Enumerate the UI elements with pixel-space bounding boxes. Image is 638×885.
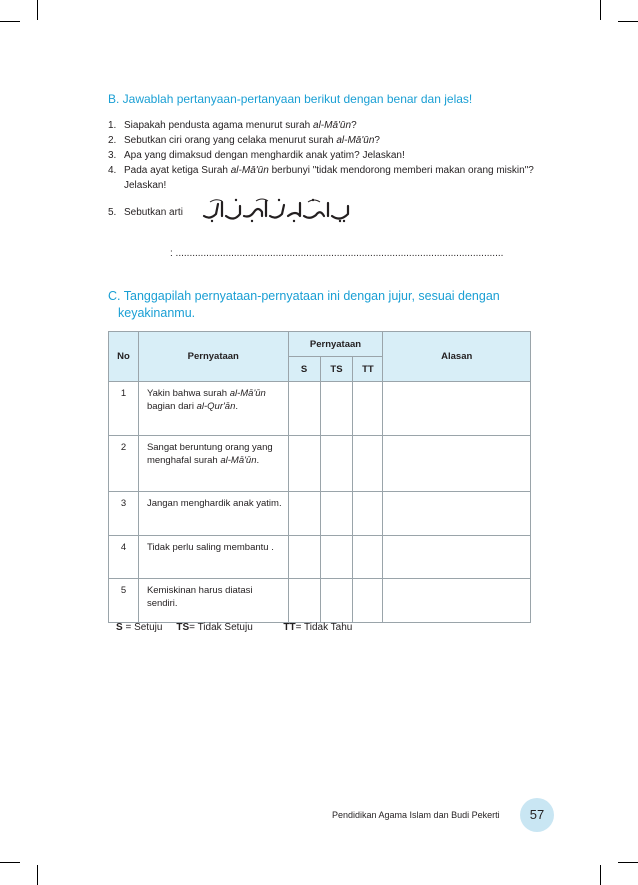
legend bbox=[116, 622, 352, 633]
crop-mark bbox=[37, 865, 38, 885]
cell-ts[interactable] bbox=[320, 579, 353, 623]
legend-s-abbr: S bbox=[116, 622, 123, 633]
crop-mark bbox=[618, 862, 638, 863]
col-header-reason: Alasan bbox=[383, 332, 531, 382]
question-item bbox=[108, 148, 558, 163]
col-header-ts: TS bbox=[320, 357, 353, 382]
question-text: Pada ayat ketiga Surah bbox=[124, 165, 231, 176]
crop-mark bbox=[0, 862, 20, 863]
legend-tt-text: = Tidak Tahu bbox=[295, 622, 353, 633]
cell-ts[interactable] bbox=[320, 492, 353, 536]
cell-s[interactable] bbox=[288, 536, 320, 579]
crop-mark bbox=[600, 0, 601, 20]
question-item bbox=[108, 133, 558, 148]
crop-mark bbox=[37, 0, 38, 20]
question-number: 3. bbox=[108, 150, 117, 161]
question-text: Apa yang dimaksud dengan menghardik anak yatim? Jelaskan! bbox=[124, 150, 405, 161]
statement-text: bagian dari bbox=[146, 401, 197, 412]
question-text: Sebutkan arti bbox=[124, 207, 183, 218]
col-header-s: S bbox=[288, 357, 320, 382]
cell-s[interactable] bbox=[288, 382, 320, 436]
table-row bbox=[109, 492, 531, 536]
cell-reason[interactable] bbox=[383, 579, 531, 623]
cell-reason[interactable] bbox=[383, 382, 531, 436]
statement-table bbox=[108, 331, 531, 623]
cell-reason[interactable] bbox=[383, 492, 531, 536]
question-italic: al-Mā'ūn bbox=[313, 120, 352, 131]
row-number: 3 bbox=[109, 492, 139, 536]
crop-mark bbox=[618, 21, 638, 22]
cell-tt[interactable] bbox=[353, 579, 383, 623]
col-header-statement: Pernyataan bbox=[138, 332, 288, 382]
row-statement bbox=[138, 436, 288, 492]
question-text: berbunyi "tidak mendorong memberi makan orang miskin"? Jelaskan! bbox=[124, 165, 534, 191]
statement-italic: al-Mā'ūn bbox=[229, 388, 266, 399]
cell-s[interactable] bbox=[288, 436, 320, 492]
statement-text: Jangan menghardik anak yatim. bbox=[146, 498, 282, 509]
statement-italic: al-Qur'ān bbox=[196, 401, 236, 412]
answer-line: : ...................................................................................................................... bbox=[170, 248, 504, 259]
row-number: 4 bbox=[109, 536, 139, 579]
statement-text: . bbox=[256, 455, 260, 466]
cell-s[interactable] bbox=[288, 492, 320, 536]
question-item bbox=[108, 118, 558, 133]
row-statement bbox=[138, 536, 288, 579]
cell-ts[interactable] bbox=[320, 382, 353, 436]
statement-text: Tidak perlu saling membantu . bbox=[146, 542, 274, 553]
row-number: 2 bbox=[109, 436, 139, 492]
question-text: ? bbox=[374, 135, 380, 146]
statement-text: Yakin bahwa surah bbox=[146, 388, 230, 399]
legend-tt-abbr: TT bbox=[283, 622, 296, 633]
legend-ts-abbr: TS bbox=[176, 622, 190, 633]
section-c-heading-line2: keyakinanmu. bbox=[118, 306, 196, 320]
cell-s[interactable] bbox=[288, 579, 320, 623]
section-b-heading: B. Jawablah pertanyaan-pertanyaan berikut dengan benar dan jelas! bbox=[108, 92, 473, 106]
cell-ts[interactable] bbox=[320, 536, 353, 579]
cell-tt[interactable] bbox=[353, 492, 383, 536]
question-text: Siapakah pendusta agama menurut surah bbox=[124, 120, 314, 131]
cell-tt[interactable] bbox=[353, 436, 383, 492]
page-number: 57 bbox=[529, 807, 545, 822]
col-header-no: No bbox=[109, 332, 139, 382]
col-header-group: Pernyataan bbox=[288, 332, 383, 357]
statement-text: Sangat beruntung orang yang menghafal surah bbox=[146, 442, 273, 466]
legend-s-text: = Setuju bbox=[125, 622, 163, 633]
question-number: 5. bbox=[108, 207, 117, 218]
cell-tt[interactable] bbox=[353, 382, 383, 436]
col-header-tt: TT bbox=[353, 357, 383, 382]
row-number: 1 bbox=[109, 382, 139, 436]
statement-text: . bbox=[235, 401, 239, 412]
cell-reason[interactable] bbox=[383, 436, 531, 492]
section-c-heading bbox=[108, 288, 538, 322]
cell-tt[interactable] bbox=[353, 536, 383, 579]
crop-mark bbox=[600, 865, 601, 885]
row-number: 5 bbox=[109, 579, 139, 623]
legend-ts-text: = Tidak Setuju bbox=[189, 622, 253, 633]
section-c-heading-line1: C. Tanggapilah pernyataan-pernyataan ini dengan jujur, sesuai dengan bbox=[108, 289, 500, 303]
cell-reason[interactable] bbox=[383, 536, 531, 579]
statement-text: Kemiskinan harus diatasi sendiri. bbox=[146, 585, 253, 609]
question-italic: al-Mā'ūn bbox=[230, 165, 269, 176]
row-statement bbox=[138, 492, 288, 536]
question-text: ? bbox=[351, 120, 357, 131]
question-item bbox=[108, 163, 558, 193]
table-row bbox=[109, 382, 531, 436]
statement-italic: al-Mā'ūn bbox=[220, 455, 257, 466]
table-row bbox=[109, 579, 531, 623]
question-italic: al-Mā'ūn bbox=[336, 135, 375, 146]
table-row bbox=[109, 436, 531, 492]
question-number: 1. bbox=[108, 120, 117, 131]
crop-mark bbox=[0, 21, 20, 22]
arabic-verse-image bbox=[200, 196, 352, 224]
table-row bbox=[109, 536, 531, 579]
question-number: 4. bbox=[108, 165, 117, 176]
question-number: 2. bbox=[108, 135, 117, 146]
footer-book-title: Pendidikan Agama Islam dan Budi Pekerti bbox=[332, 810, 500, 820]
row-statement bbox=[138, 382, 288, 436]
cell-ts[interactable] bbox=[320, 436, 353, 492]
row-statement bbox=[138, 579, 288, 623]
question-text: Sebutkan ciri orang yang celaka menurut surah bbox=[124, 135, 337, 146]
